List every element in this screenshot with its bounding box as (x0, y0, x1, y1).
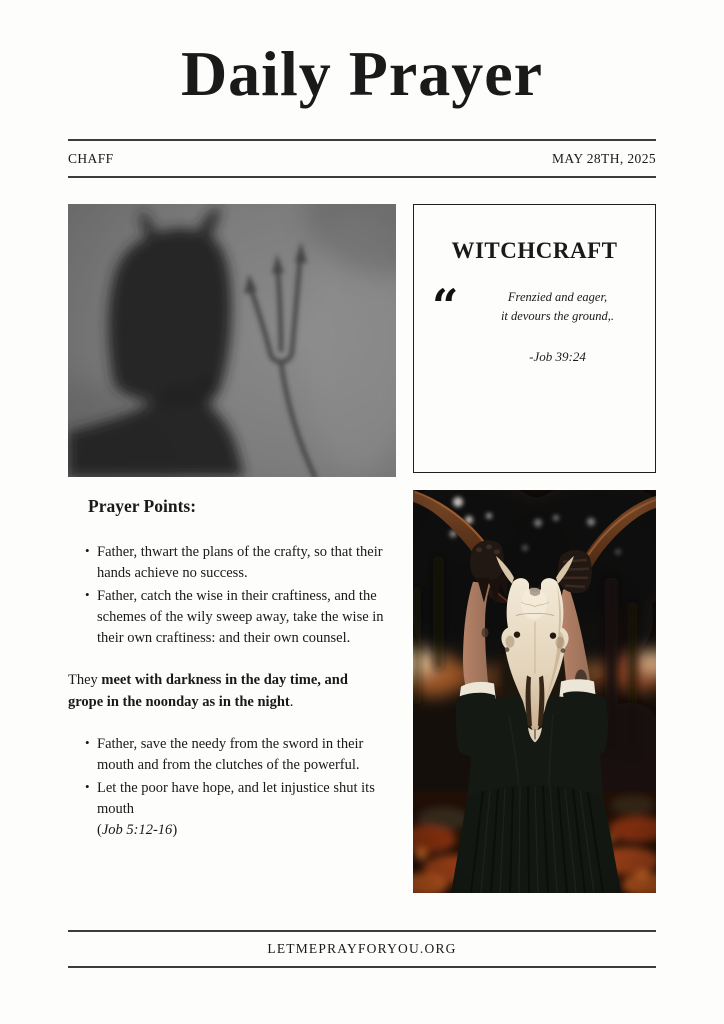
list-item (85, 586, 385, 649)
footer-bar (68, 930, 656, 968)
masthead-date: MAY 28TH, 2025 (552, 150, 656, 166)
quote-text-column (474, 288, 641, 365)
prayer-points-heading: Prayer Points: (88, 496, 197, 516)
masthead-bar (68, 139, 656, 178)
emphasis-paragraph (68, 670, 380, 714)
scripture-ref-close: ) (172, 821, 178, 838)
open-quote-icon: “ (432, 279, 459, 333)
emphasis-suffix: . (289, 693, 294, 710)
scripture-ref: Job 5:12-16 (101, 821, 173, 838)
page-title: Daily Prayer (180, 38, 544, 109)
emphasis-bold: meet with darkness in the day time, and grope in the noonday as in the night (68, 672, 348, 710)
list-item (85, 734, 385, 776)
devil-shadow-photo (68, 204, 396, 477)
skull-figure-photo (413, 490, 656, 893)
quote-line: Frenzied and eager, (507, 290, 608, 304)
footer-site-label: LETMEPRAYFORYOU.ORG (267, 941, 457, 956)
prayer-points-section (68, 496, 402, 843)
masthead-left-label: CHAFF (68, 150, 114, 166)
quote-line: it devours the ground,. (500, 309, 615, 324)
bullet-text: Father, thwart the plans of the crafty, so that their hands achieve no success. (97, 544, 383, 582)
witchcraft-card (413, 204, 656, 473)
devil-shadow-illustration (68, 204, 396, 477)
emphasis-prefix: They (68, 672, 102, 689)
prayer-points-list-1 (85, 542, 385, 649)
skull-figure-illustration (413, 490, 656, 893)
bullet-text: Father, catch the wise in their craftiness, and the schemes of the wily sweep away, take the wise in their own craftiness: and their own counsel. (97, 588, 384, 647)
scripture-ref-open: ( (97, 821, 102, 838)
bullet-text: Let the poor have hope, and let injustice shut its mouth (97, 779, 375, 817)
quote-block (414, 279, 655, 365)
list-item (85, 778, 385, 841)
quote-attribution: -Job 39:24 (529, 348, 586, 364)
list-item (85, 542, 385, 584)
bullet-text: Father, save the needy from the sword in their mouth and from the clutches of the powerful. (97, 735, 364, 773)
card-title: WITCHCRAFT (451, 238, 618, 263)
prayer-points-list-2 (85, 734, 385, 841)
